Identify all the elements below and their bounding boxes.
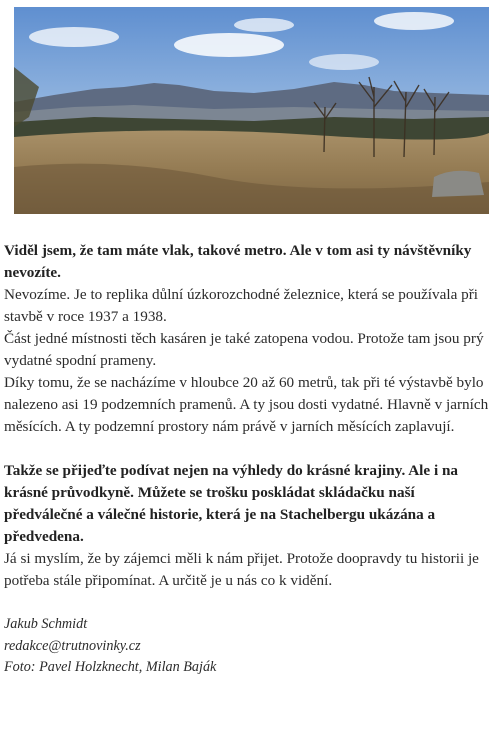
question-2: Takže se přijeďte podívat nejen na výhledy do krásné krajiny. Ale i na krásné průvodkyně. Můžete se trošku poskládat skládačku naší předválečné a válečné historie, která je na Stachelbergu ukázána a předvedena. — [4, 462, 458, 545]
landscape-photo — [14, 7, 489, 214]
question-1: Viděl jsem, že tam máte vlak, takové metro. Ale v tom asi ty návštěvníky nevozíte. — [4, 242, 472, 281]
photo-credit: Foto: Pavel Holzknecht, Milan Baják — [4, 659, 217, 675]
answer-1-line-1: Nevozíme. Je to replika důlní úzkorozchodné železnice, která se používala při stavbě v roce 1937 a 1938. — [4, 286, 478, 325]
landscape-illustration — [14, 7, 489, 214]
signature — [4, 614, 490, 679]
article-body — [4, 240, 490, 679]
answer-1-line-3: Díky tomu, že se nacházíme v hloubce 20 až 60 metrů, tak při té výstavbě bylo nalezeno asi 19 podzemních pramenů. A ty jsou dosti vydatné. Hlavně v jarních měsících. A ty podzemní prostory nám právě v jarních měsících zaplavují. — [4, 374, 489, 435]
answer-2: Já si myslím, že by zájemci měli k nám přijet. Protože doopravdy tu historii je potřeba stále připomínat. A určitě je u nás co k vidění. — [4, 550, 479, 589]
author-name: Jakub Schmidt — [4, 616, 88, 632]
answer-1-line-2: Část jedné místnosti těch kasáren je také zatopena vodou. Protože tam jsou prý vydatné spodní prameny. — [4, 330, 484, 369]
author-email: redakce@trutnovinky.cz — [4, 637, 141, 654]
paragraph-gap — [4, 438, 490, 460]
